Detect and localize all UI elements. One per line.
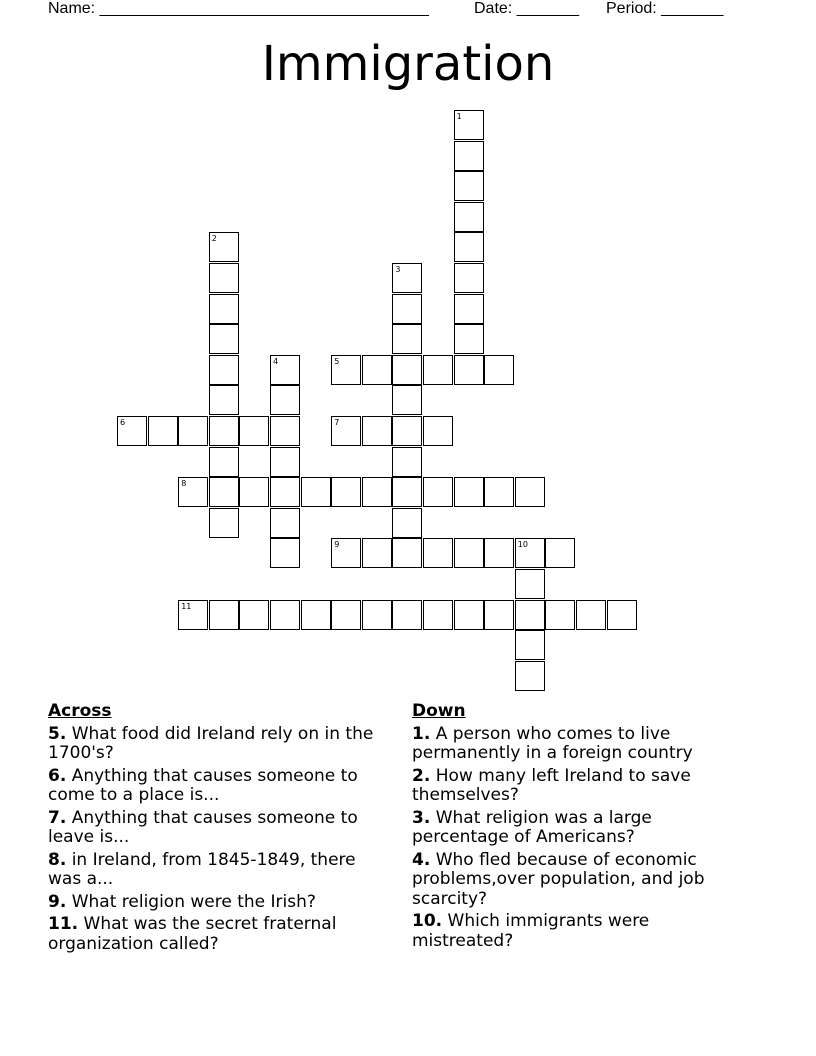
crossword-cell[interactable]	[270, 447, 300, 477]
crossword-cell[interactable]	[392, 447, 422, 477]
crossword-cell[interactable]	[607, 600, 637, 630]
crossword-cell[interactable]	[209, 600, 239, 630]
crossword-cell[interactable]	[484, 600, 514, 630]
clue-number: 4.	[412, 849, 431, 870]
down-clues	[412, 702, 742, 954]
crossword-cell[interactable]	[392, 263, 422, 293]
cell-number: 8	[181, 479, 187, 489]
clue-number: 11.	[48, 914, 79, 934]
crossword-cell[interactable]	[178, 477, 208, 507]
crossword-cell[interactable]	[117, 416, 147, 446]
clue-text: in Ireland, from 1845-1849, there was a...	[48, 849, 356, 889]
clue-number: 5.	[48, 723, 67, 744]
clue-text: What religion were the Irish?	[71, 891, 316, 912]
clue-text: Anything that causes someone to leave is...	[48, 807, 358, 847]
clue-text: What was the secret fraternal organization called?	[48, 914, 337, 954]
page-title: Immigration	[261, 36, 555, 92]
crossword-cell[interactable]	[454, 600, 484, 630]
crossword-cell[interactable]	[392, 538, 422, 568]
crossword-cell[interactable]	[209, 416, 239, 446]
crossword-cell[interactable]	[515, 569, 545, 599]
period-field[interactable]: Period: _______	[606, 0, 724, 17]
clue-text: What religion was a large percentage of Americans?	[412, 807, 652, 847]
crossword-cell[interactable]	[362, 477, 392, 507]
crossword-cell[interactable]	[392, 477, 422, 507]
crossword-cell[interactable]	[362, 538, 392, 568]
clue-number: 1.	[412, 723, 431, 744]
cell-number: 3	[395, 265, 401, 274]
crossword-cell[interactable]	[392, 416, 422, 446]
crossword-cell[interactable]	[178, 600, 208, 630]
crossword-cell[interactable]	[270, 600, 300, 630]
across-clue	[48, 809, 393, 848]
crossword-cell[interactable]	[178, 416, 208, 446]
crossword-cell[interactable]	[454, 324, 484, 354]
crossword-cell[interactable]	[209, 477, 239, 507]
cell-number: 9	[334, 540, 340, 550]
crossword-cell[interactable]	[423, 600, 453, 630]
crossword-cell[interactable]	[239, 416, 269, 446]
crossword-cell[interactable]	[392, 324, 422, 354]
crossword-cell[interactable]	[423, 416, 453, 446]
crossword-cell[interactable]	[454, 141, 484, 171]
crossword-cell[interactable]	[515, 630, 545, 660]
crossword-cell[interactable]	[392, 355, 422, 385]
cell-number: 4	[273, 356, 279, 366]
clue-number: 7.	[48, 807, 67, 828]
crossword-cell[interactable]	[270, 508, 300, 538]
down-clue	[412, 725, 742, 764]
down-heading: Down	[412, 701, 466, 721]
crossword-cell[interactable]	[423, 477, 453, 507]
clue-text: Which immigrants were mistreated?	[412, 911, 650, 951]
crossword-cell[interactable]	[270, 385, 300, 415]
crossword-cell[interactable]	[392, 385, 422, 415]
date-field[interactable]: Date: _______	[474, 0, 579, 17]
down-clue	[412, 851, 742, 910]
across-clues	[48, 702, 393, 957]
across-heading: Across	[48, 701, 112, 721]
crossword-cell[interactable]	[515, 477, 545, 507]
clue-text: Anything that causes someone to come to a place is...	[48, 765, 358, 805]
crossword-cell[interactable]	[239, 600, 269, 630]
clue-number: 3.	[412, 807, 431, 828]
clue-text: A person who comes to live permanently in a foreign country	[412, 723, 693, 763]
crossword-cell[interactable]	[209, 355, 239, 385]
cell-number: 10	[517, 540, 528, 550]
crossword-cell[interactable]	[209, 385, 239, 415]
clue-number: 8.	[48, 849, 67, 870]
crossword-cell[interactable]	[270, 538, 300, 568]
crossword-cell[interactable]	[270, 477, 300, 507]
clue-number: 2.	[412, 765, 431, 786]
crossword-cell[interactable]	[454, 171, 484, 201]
crossword-cell[interactable]	[362, 600, 392, 630]
cell-number: 11	[181, 601, 192, 611]
across-clue	[48, 851, 393, 890]
crossword-cell[interactable]	[331, 538, 361, 568]
crossword-cell[interactable]	[331, 355, 361, 385]
crossword-cell[interactable]	[454, 477, 484, 507]
crossword-cell[interactable]	[423, 355, 453, 385]
across-clue	[48, 767, 393, 806]
crossword-cell[interactable]	[423, 538, 453, 568]
crossword-cell[interactable]	[545, 600, 575, 630]
cell-number: 6	[120, 418, 126, 427]
clue-number: 6.	[48, 765, 67, 786]
crossword-cell[interactable]	[239, 477, 269, 507]
down-clue	[412, 912, 742, 951]
crossword-cell[interactable]	[454, 110, 484, 140]
crossword-cell[interactable]	[209, 447, 239, 477]
crossword-cell[interactable]	[576, 600, 606, 630]
crossword-cell[interactable]	[454, 202, 484, 232]
crossword-cell[interactable]	[454, 355, 484, 385]
crossword-cell[interactable]	[515, 600, 545, 630]
crossword-cell[interactable]	[209, 294, 239, 324]
crossword-cell[interactable]	[484, 477, 514, 507]
across-clue	[48, 725, 393, 764]
cell-number: 7	[334, 418, 340, 427]
crossword-cell[interactable]	[392, 508, 422, 538]
crossword-cell[interactable]	[362, 416, 392, 446]
crossword-cell[interactable]	[209, 324, 239, 354]
clue-text: What food did Ireland rely on in the 1700's?	[48, 723, 374, 763]
crossword-cell[interactable]	[362, 355, 392, 385]
crossword-cell[interactable]	[454, 294, 484, 324]
crossword-cell[interactable]	[454, 232, 484, 262]
crossword-cell[interactable]	[270, 416, 300, 446]
crossword-cell[interactable]	[209, 263, 239, 293]
crossword-cell[interactable]	[270, 355, 300, 385]
crossword-cell[interactable]	[301, 600, 331, 630]
crossword-cell[interactable]	[454, 538, 484, 568]
crossword-cell[interactable]	[209, 508, 239, 538]
crossword-cell[interactable]	[454, 263, 484, 293]
crossword-cell[interactable]	[301, 477, 331, 507]
crossword-cell[interactable]	[209, 232, 239, 262]
crossword-cell[interactable]	[545, 538, 575, 568]
down-clue	[412, 767, 742, 806]
clue-text: How many left Ireland to save themselves?	[412, 765, 691, 805]
clue-text: Who fled because of economic problems,over population, and job scarcity?	[412, 849, 705, 909]
crossword-cell[interactable]	[484, 355, 514, 385]
across-clue	[48, 893, 393, 913]
cell-number: 1	[456, 112, 462, 121]
clue-number: 9.	[48, 891, 67, 912]
down-clue	[412, 809, 742, 848]
cell-number: 2	[211, 234, 217, 244]
crossword-cell[interactable]	[484, 538, 514, 568]
crossword-cell[interactable]	[392, 600, 422, 630]
across-clue	[48, 915, 393, 954]
crossword-cell[interactable]	[148, 416, 178, 446]
crossword-cell[interactable]	[331, 477, 361, 507]
crossword-cell[interactable]	[392, 294, 422, 324]
crossword-cell[interactable]	[515, 538, 545, 568]
clue-number: 10.	[412, 911, 443, 931]
crossword-cell[interactable]	[331, 416, 361, 446]
name-field[interactable]: Name: _____________________________________	[48, 0, 429, 17]
cell-number: 5	[334, 356, 340, 366]
crossword-cell[interactable]	[331, 600, 361, 630]
crossword-cell[interactable]	[515, 661, 545, 691]
